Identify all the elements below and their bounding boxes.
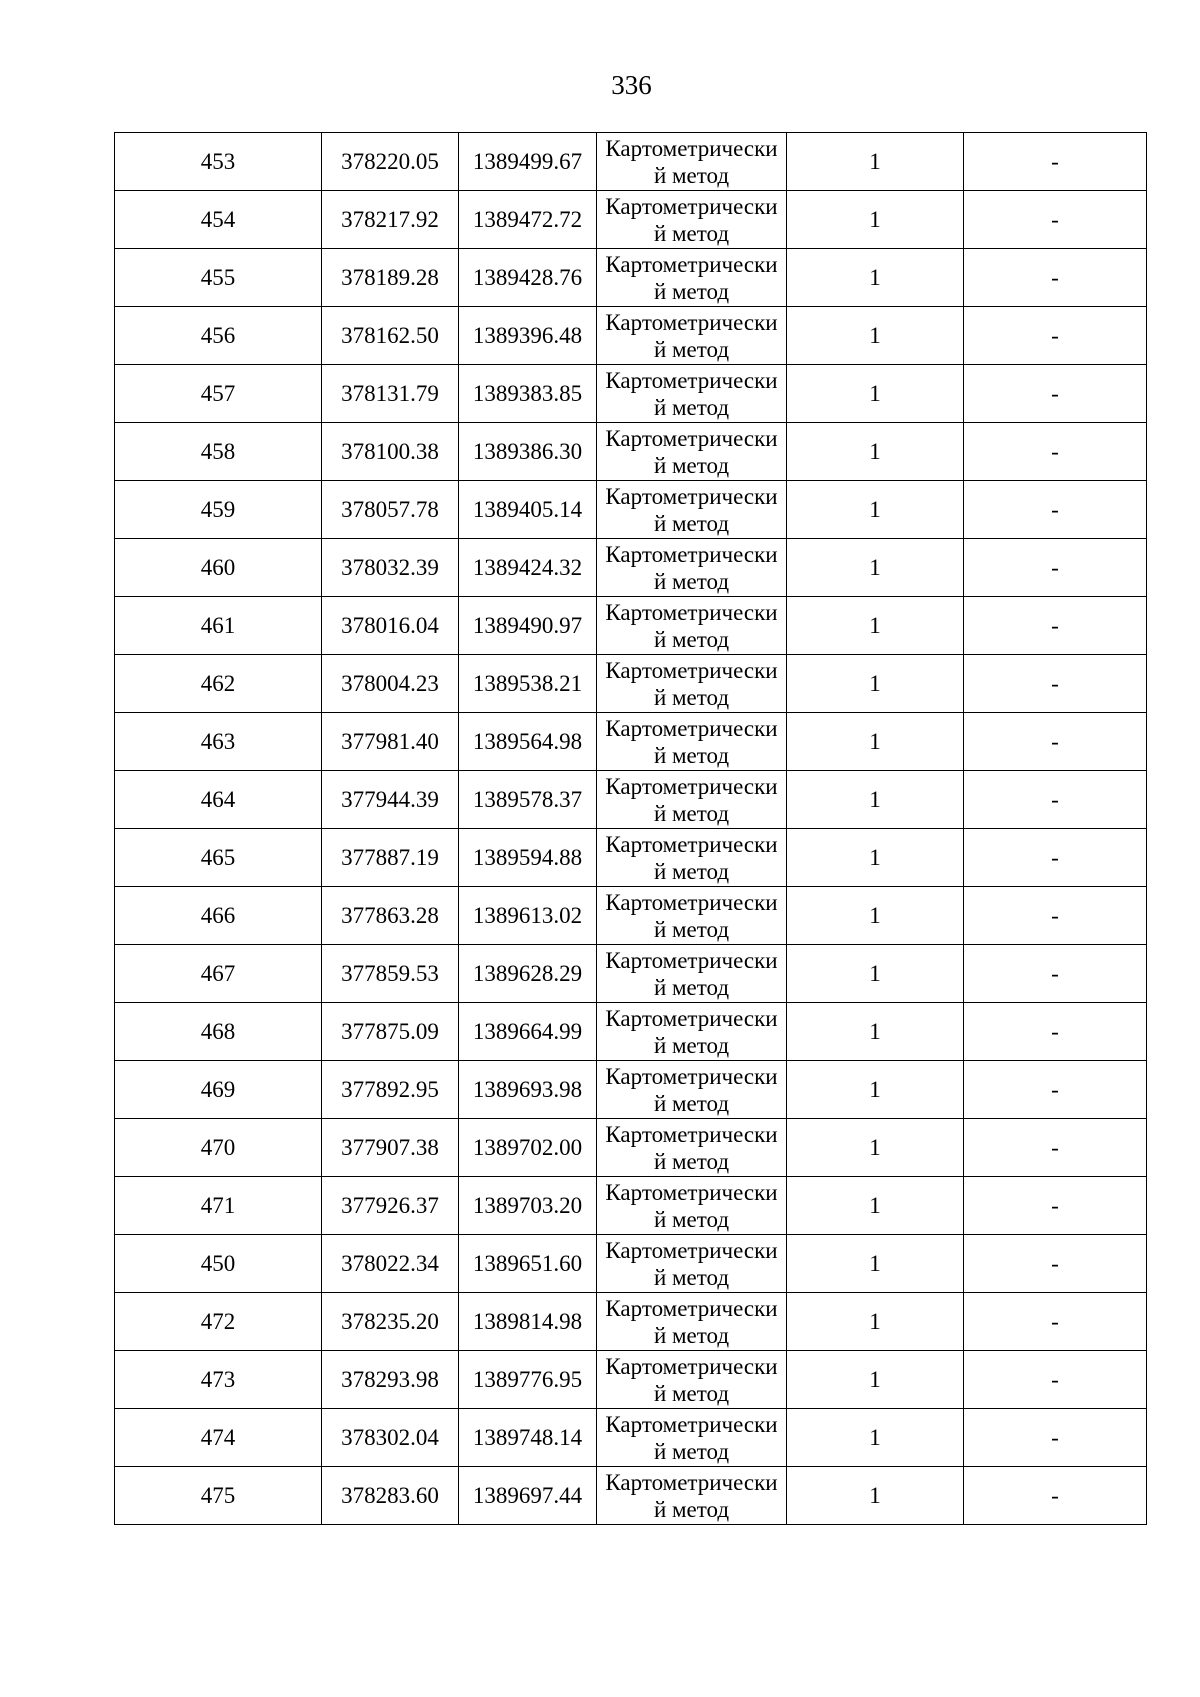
accuracy-cell: 1 [787,1351,964,1409]
note-cell: - [964,249,1147,307]
point-number-cell: 450 [115,1235,322,1293]
accuracy-cell: 1 [787,1061,964,1119]
table-row [115,1177,1147,1235]
table-row [115,597,1147,655]
method-cell [597,1351,787,1409]
method-cell [597,597,787,655]
y-coordinate-cell: 1389594.88 [459,829,597,887]
x-coordinate-cell: 378057.78 [322,481,459,539]
accuracy-cell: 1 [787,133,964,191]
method-line-2: й метод [653,916,730,942]
method-line-1: Картометрически [605,425,778,451]
table-row [115,1119,1147,1177]
x-coordinate-cell: 377907.38 [322,1119,459,1177]
table-row [115,365,1147,423]
method-line-1: Картометрически [605,889,778,915]
method-line-1: Картометрически [605,367,778,393]
table-row [115,1061,1147,1119]
table-row [115,1409,1147,1467]
note-cell: - [964,1409,1147,1467]
note-cell: - [964,1061,1147,1119]
point-number-cell: 473 [115,1351,322,1409]
note-cell: - [964,423,1147,481]
method-line-1: Картометрически [605,483,778,509]
y-coordinate-cell: 1389814.98 [459,1293,597,1351]
table-row [115,1467,1147,1525]
y-coordinate-cell: 1389664.99 [459,1003,597,1061]
method-line-2: й метод [653,510,730,536]
method-cell [597,1409,787,1467]
point-number-cell: 468 [115,1003,322,1061]
y-coordinate-cell: 1389697.44 [459,1467,597,1525]
accuracy-cell: 1 [787,1177,964,1235]
point-number-cell: 471 [115,1177,322,1235]
accuracy-cell: 1 [787,539,964,597]
x-coordinate-cell: 378016.04 [322,597,459,655]
y-coordinate-cell: 1389703.20 [459,1177,597,1235]
method-line-2: й метод [653,742,730,768]
point-number-cell: 475 [115,1467,322,1525]
note-cell: - [964,1003,1147,1061]
note-cell: - [964,539,1147,597]
method-line-2: й метод [653,162,730,188]
method-line-2: й метод [653,1090,730,1116]
method-line-2: й метод [653,568,730,594]
method-cell [597,481,787,539]
method-cell [597,1235,787,1293]
x-coordinate-cell: 378293.98 [322,1351,459,1409]
x-coordinate-cell: 378235.20 [322,1293,459,1351]
point-number-cell: 456 [115,307,322,365]
method-line-1: Картометрически [605,1063,778,1089]
table-row [115,771,1147,829]
note-cell: - [964,887,1147,945]
method-line-1: Картометрически [605,947,778,973]
method-cell [597,1293,787,1351]
y-coordinate-cell: 1389383.85 [459,365,597,423]
method-line-1: Картометрически [605,1121,778,1147]
note-cell: - [964,1235,1147,1293]
table-row [115,133,1147,191]
table-row [115,1293,1147,1351]
y-coordinate-cell: 1389386.30 [459,423,597,481]
method-cell [597,1119,787,1177]
note-cell: - [964,1119,1147,1177]
method-line-2: й метод [653,626,730,652]
x-coordinate-cell: 378022.34 [322,1235,459,1293]
method-line-1: Картометрически [605,1469,778,1495]
x-coordinate-cell: 377887.19 [322,829,459,887]
method-line-1: Картометрически [605,1411,778,1437]
accuracy-cell: 1 [787,191,964,249]
point-number-cell: 466 [115,887,322,945]
note-cell: - [964,655,1147,713]
accuracy-cell: 1 [787,1467,964,1525]
method-cell [597,423,787,481]
y-coordinate-cell: 1389424.32 [459,539,597,597]
accuracy-cell: 1 [787,945,964,1003]
accuracy-cell: 1 [787,1293,964,1351]
method-line-2: й метод [653,974,730,1000]
method-cell [597,713,787,771]
method-cell [597,829,787,887]
method-line-2: й метод [653,1322,730,1348]
method-line-1: Картометрически [605,1295,778,1321]
method-cell [597,307,787,365]
point-number-cell: 455 [115,249,322,307]
method-line-1: Картометрически [605,599,778,625]
y-coordinate-cell: 1389748.14 [459,1409,597,1467]
method-cell [597,887,787,945]
x-coordinate-cell: 377875.09 [322,1003,459,1061]
note-cell: - [964,1467,1147,1525]
method-line-2: й метод [653,1264,730,1290]
table-row [115,423,1147,481]
x-coordinate-cell: 377926.37 [322,1177,459,1235]
table-row [115,1235,1147,1293]
y-coordinate-cell: 1389651.60 [459,1235,597,1293]
y-coordinate-cell: 1389628.29 [459,945,597,1003]
x-coordinate-cell: 378162.50 [322,307,459,365]
method-cell [597,1003,787,1061]
note-cell: - [964,713,1147,771]
method-line-2: й метод [653,278,730,304]
note-cell: - [964,365,1147,423]
point-number-cell: 465 [115,829,322,887]
method-line-2: й метод [653,452,730,478]
method-line-2: й метод [653,1032,730,1058]
y-coordinate-cell: 1389702.00 [459,1119,597,1177]
x-coordinate-cell: 378302.04 [322,1409,459,1467]
method-cell [597,771,787,829]
method-cell [597,539,787,597]
note-cell: - [964,133,1147,191]
note-cell: - [964,597,1147,655]
point-number-cell: 467 [115,945,322,1003]
point-number-cell: 453 [115,133,322,191]
method-cell [597,1467,787,1525]
accuracy-cell: 1 [787,423,964,481]
y-coordinate-cell: 1389776.95 [459,1351,597,1409]
table-row [115,249,1147,307]
accuracy-cell: 1 [787,597,964,655]
point-number-cell: 474 [115,1409,322,1467]
method-line-1: Картометрически [605,773,778,799]
method-line-2: й метод [653,1438,730,1464]
note-cell: - [964,191,1147,249]
method-line-1: Картометрически [605,135,778,161]
method-line-1: Картометрически [605,657,778,683]
x-coordinate-cell: 378100.38 [322,423,459,481]
method-line-2: й метод [653,1148,730,1174]
coordinates-table [114,132,1147,1525]
method-line-1: Картометрически [605,1005,778,1031]
method-line-2: й метод [653,336,730,362]
method-line-1: Картометрически [605,1179,778,1205]
x-coordinate-cell: 377944.39 [322,771,459,829]
x-coordinate-cell: 378220.05 [322,133,459,191]
accuracy-cell: 1 [787,771,964,829]
method-line-1: Картометрически [605,715,778,741]
note-cell: - [964,1351,1147,1409]
method-cell [597,191,787,249]
x-coordinate-cell: 378217.92 [322,191,459,249]
method-line-1: Картометрически [605,1353,778,1379]
method-line-2: й метод [653,684,730,710]
note-cell: - [964,829,1147,887]
table-row [115,829,1147,887]
table-row [115,887,1147,945]
point-number-cell: 470 [115,1119,322,1177]
point-number-cell: 463 [115,713,322,771]
x-coordinate-cell: 377892.95 [322,1061,459,1119]
method-line-1: Картометрически [605,1237,778,1263]
method-line-2: й метод [653,1206,730,1232]
table-row [115,481,1147,539]
method-line-1: Картометрически [605,193,778,219]
y-coordinate-cell: 1389396.48 [459,307,597,365]
table-row [115,945,1147,1003]
method-line-2: й метод [653,858,730,884]
method-line-2: й метод [653,1380,730,1406]
method-line-1: Картометрически [605,309,778,335]
x-coordinate-cell: 377859.53 [322,945,459,1003]
note-cell: - [964,771,1147,829]
table-row [115,191,1147,249]
point-number-cell: 457 [115,365,322,423]
method-cell [597,655,787,713]
point-number-cell: 472 [115,1293,322,1351]
accuracy-cell: 1 [787,1409,964,1467]
note-cell: - [964,1177,1147,1235]
y-coordinate-cell: 1389490.97 [459,597,597,655]
method-line-2: й метод [653,1496,730,1522]
point-number-cell: 469 [115,1061,322,1119]
accuracy-cell: 1 [787,1235,964,1293]
table-row [115,713,1147,771]
method-cell [597,133,787,191]
method-line-1: Картометрически [605,831,778,857]
note-cell: - [964,1293,1147,1351]
y-coordinate-cell: 1389538.21 [459,655,597,713]
point-number-cell: 461 [115,597,322,655]
x-coordinate-cell: 378032.39 [322,539,459,597]
method-cell [597,365,787,423]
table-row [115,307,1147,365]
table-row [115,1351,1147,1409]
y-coordinate-cell: 1389499.67 [459,133,597,191]
note-cell: - [964,481,1147,539]
accuracy-cell: 1 [787,481,964,539]
point-number-cell: 460 [115,539,322,597]
point-number-cell: 459 [115,481,322,539]
accuracy-cell: 1 [787,365,964,423]
method-cell [597,1177,787,1235]
y-coordinate-cell: 1389693.98 [459,1061,597,1119]
y-coordinate-cell: 1389613.02 [459,887,597,945]
x-coordinate-cell: 378131.79 [322,365,459,423]
x-coordinate-cell: 378004.23 [322,655,459,713]
y-coordinate-cell: 1389405.14 [459,481,597,539]
accuracy-cell: 1 [787,887,964,945]
method-line-2: й метод [653,220,730,246]
point-number-cell: 458 [115,423,322,481]
accuracy-cell: 1 [787,249,964,307]
y-coordinate-cell: 1389564.98 [459,713,597,771]
coordinates-table-body [115,133,1147,1525]
y-coordinate-cell: 1389428.76 [459,249,597,307]
method-line-1: Картометрически [605,251,778,277]
note-cell: - [964,945,1147,1003]
point-number-cell: 462 [115,655,322,713]
table-row [115,655,1147,713]
x-coordinate-cell: 378283.60 [322,1467,459,1525]
accuracy-cell: 1 [787,713,964,771]
x-coordinate-cell: 377981.40 [322,713,459,771]
table-row [115,1003,1147,1061]
point-number-cell: 464 [115,771,322,829]
method-line-2: й метод [653,800,730,826]
y-coordinate-cell: 1389472.72 [459,191,597,249]
x-coordinate-cell: 377863.28 [322,887,459,945]
method-line-2: й метод [653,394,730,420]
x-coordinate-cell: 378189.28 [322,249,459,307]
method-cell [597,1061,787,1119]
y-coordinate-cell: 1389578.37 [459,771,597,829]
table-row [115,539,1147,597]
method-cell [597,945,787,1003]
method-line-1: Картометрически [605,541,778,567]
accuracy-cell: 1 [787,655,964,713]
accuracy-cell: 1 [787,1003,964,1061]
accuracy-cell: 1 [787,829,964,887]
accuracy-cell: 1 [787,1119,964,1177]
point-number-cell: 454 [115,191,322,249]
page-number: 336 [611,70,652,100]
accuracy-cell: 1 [787,307,964,365]
note-cell: - [964,307,1147,365]
method-cell [597,249,787,307]
